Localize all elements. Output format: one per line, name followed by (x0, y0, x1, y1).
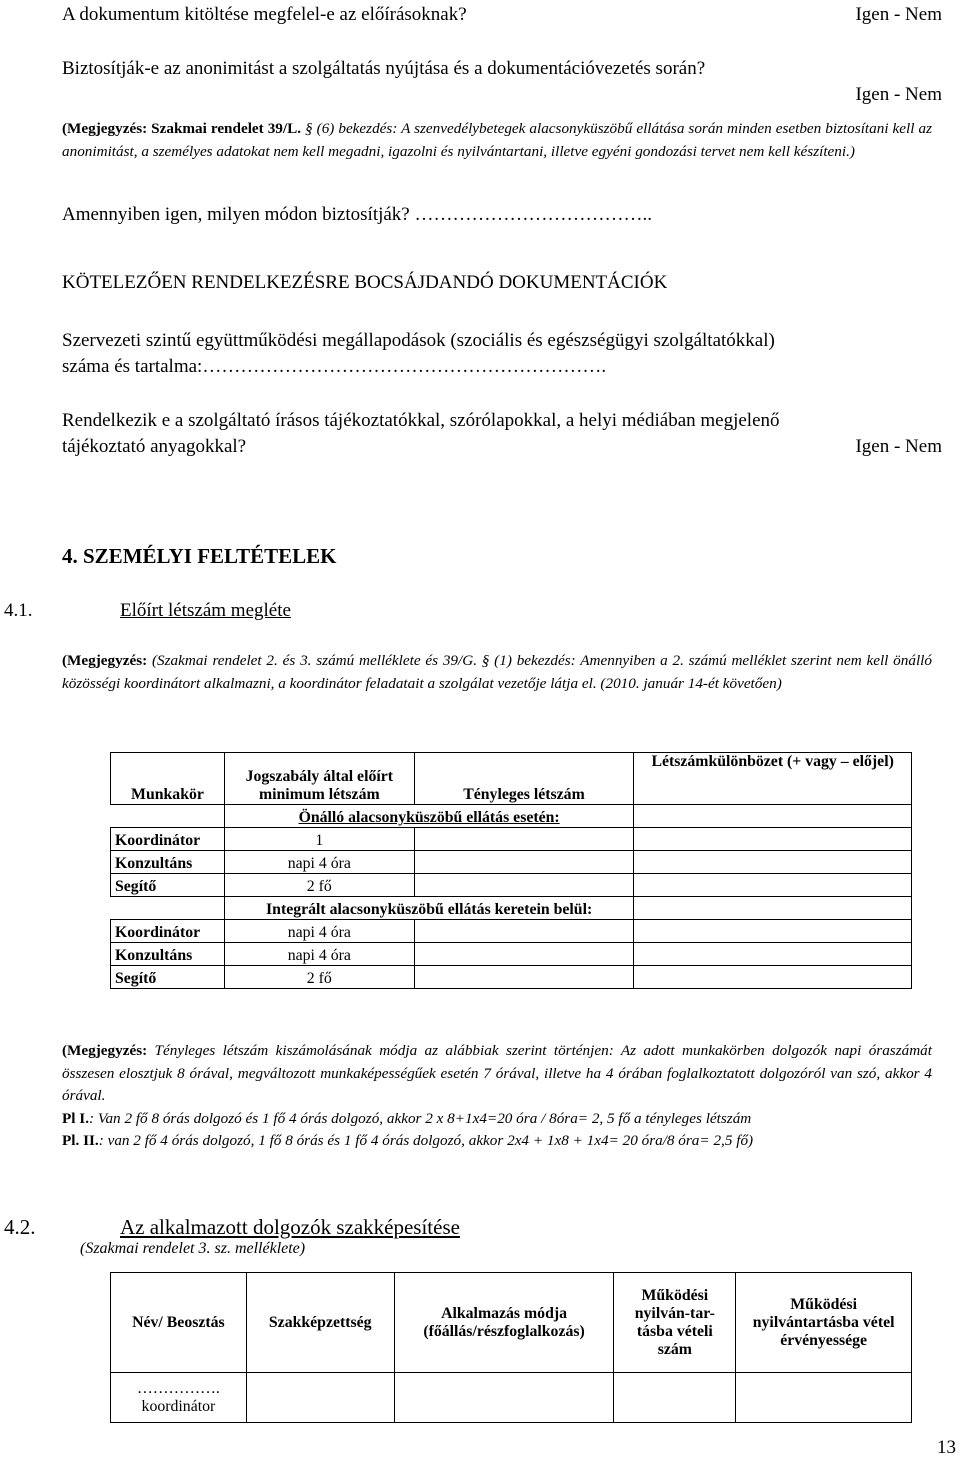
table-cell-empty (111, 805, 225, 828)
answer-yes-no[interactable]: Igen - Nem (855, 4, 942, 25)
note-staff (62, 650, 932, 695)
page-number: 13 (937, 1437, 956, 1458)
section-mandatory-docs: KÖTELEZŐEN RENDELKEZÉSRE BOCSÁJDANDÓ DOKUMENTÁCIÓK (62, 272, 668, 293)
answer-yes-no[interactable]: Igen - Nem (855, 84, 942, 105)
actual-staff-cell[interactable] (414, 920, 634, 943)
note-calculation (62, 1040, 932, 1153)
example-label: Pl I. (62, 1109, 90, 1127)
example-body: : van 2 fő 4 órás dolgozó, 1 fő 8 órás és 1 fő 4 órás dolgozó, akkor 2x4 + 1x8 + 1x4= 20 óra/8 óra= 2,5 fő) (98, 1132, 754, 1149)
subsection-number: 4.2. (4, 1215, 36, 1239)
staff-table (110, 752, 912, 989)
note-body: Tényleges létszám kiszámolásának módja az alábbiak szerint történjen: Az adott munkakörben dolgozók napi óraszámát összesen elosztjuk 8 órával, megváltozott munkaképességűek esetén 7 órával, illetve ha 4 órában foglalkoztatott dolgozóról van szó, akkor 4 órával. (62, 1042, 932, 1104)
min-staff-cell: 2 fő (224, 874, 414, 897)
role-cell: Segítő (111, 874, 225, 897)
name-cell[interactable]: ……………. koordinátor (111, 1373, 247, 1423)
col-header-actual-staff: Tényleges létszám (414, 753, 634, 805)
question-brochures-line1: Rendelkezik e a szolgáltató írásos tájékoztatókkal, szórólapokkal, a helyi médiában megjelenő (62, 410, 780, 431)
role-cell: Konzultáns (111, 943, 225, 966)
min-staff-cell: napi 4 óra (224, 851, 414, 874)
role-cell: Segítő (111, 966, 225, 989)
group-label-standalone: Önálló alacsonyküszöbű ellátás esetén: (224, 805, 633, 828)
actual-staff-cell[interactable] (414, 943, 634, 966)
table-row (111, 1373, 912, 1423)
table-cell-empty (634, 805, 912, 828)
col-header-name: Név/ Beosztás (111, 1273, 247, 1373)
note-label: (Megjegyzés: (62, 1042, 148, 1059)
qualification-table (110, 1272, 912, 1423)
table-row (111, 943, 912, 966)
role-cell: Koordinátor (111, 920, 225, 943)
question-anonymity: Biztosítják-e az anonimitást a szolgáltatás nyújtása és a dokumentációvezetés során? (62, 58, 706, 79)
question-document-compliance: A dokumentum kitöltése megfelel-e az előírásoknak? (62, 4, 467, 25)
col-header-qualification: Szakképzettség (246, 1273, 394, 1373)
subsection-title-text: Az alkalmazott dolgozók szakképesítése (120, 1215, 460, 1239)
role-cell: Konzultáns (111, 851, 225, 874)
question-how-ensured: Amennyiben igen, milyen módon biztosítják? ……………………………….. (62, 204, 652, 225)
difference-cell[interactable] (634, 966, 912, 989)
min-staff-cell: napi 4 óra (224, 920, 414, 943)
difference-cell[interactable] (634, 943, 912, 966)
qualification-cell[interactable] (246, 1373, 394, 1423)
registration-number-cell[interactable] (614, 1373, 736, 1423)
difference-cell[interactable] (634, 828, 912, 851)
subsection-reference: (Szakmai rendelet 3. sz. melléklete) (80, 1240, 306, 1257)
note-label: (Megjegyzés: Szakmai rendelet 39/L. (62, 120, 302, 137)
table-row (111, 851, 912, 874)
example-label: Pl. II. (62, 1132, 99, 1149)
question-agreements-line2: száma és tartalma:………………………………………………………. (62, 356, 607, 377)
difference-cell[interactable] (634, 874, 912, 897)
col-header-registration-validity: Működési nyilvántartásba vétel érvényessége (736, 1273, 912, 1373)
table-row (111, 874, 912, 897)
employment-type-cell[interactable] (394, 1373, 614, 1423)
min-staff-cell: 1 (224, 828, 414, 851)
actual-staff-cell[interactable] (414, 874, 634, 897)
col-header-employment-type: Alkalmazás módja (főállás/részfoglalkozás) (394, 1273, 614, 1373)
table-cell-empty (634, 897, 912, 920)
question-brochures-line2: tájékoztató anyagokkal? (62, 436, 247, 457)
note-body: (Szakmai rendelet 2. és 3. számú melléklete és 39/G. § (1) bekezdés: Amennyiben a 2. számú melléklet szerint nem kell önálló közösségi koordinátort alkalmazni, a koordinátor feladatait a szolgálat vezetője látja el. (2010. január 14-ét követően) (62, 652, 932, 692)
difference-cell[interactable] (634, 851, 912, 874)
subsection-title-text: Előírt létszám megléte (120, 600, 291, 621)
table-row (111, 966, 912, 989)
subsection-title (120, 600, 291, 622)
min-staff-cell: napi 4 óra (224, 943, 414, 966)
table-cell-empty (111, 897, 225, 920)
col-header-role: Munkakör (111, 753, 225, 805)
subsection-number: 4.1. (4, 600, 33, 621)
col-header-min-staff: Jogszabály által előírt minimum létszám (224, 753, 414, 805)
table-row (111, 920, 912, 943)
min-staff-cell: 2 fő (224, 966, 414, 989)
actual-staff-cell[interactable] (414, 828, 634, 851)
section-heading-staff: 4. SZEMÉLYI FELTÉTELEK (62, 544, 337, 568)
answer-yes-no[interactable]: Igen - Nem (855, 436, 942, 457)
difference-cell[interactable] (634, 920, 912, 943)
role-cell: Koordinátor (111, 828, 225, 851)
table-row (111, 828, 912, 851)
actual-staff-cell[interactable] (414, 966, 634, 989)
registration-validity-cell[interactable] (736, 1373, 912, 1423)
group-label-integrated: Integrált alacsonyküszöbű ellátás keretein belül: (224, 897, 633, 920)
actual-staff-cell[interactable] (414, 851, 634, 874)
col-header-difference: Létszámkülönbözet (+ vagy – előjel) (634, 753, 912, 805)
note-label: (Megjegyzés: (62, 652, 148, 669)
example-body: : Van 2 fő 8 órás dolgozó és 1 fő 4 órás dolgozó, akkor 2 x 8+1x4=20 óra / 8óra= 2, 5 fő a tényleges létszám (89, 1109, 752, 1127)
col-header-registration-number: Működési nyilván-tar-tásba vételi szám (614, 1273, 736, 1373)
note-body: § (6) bekezdés: A szenvedélybetegek alacsonyküszöbű ellátása során minden esetben biztosítani kell az anonimitást, a személyes adatokat nem kell megadni, igazolni és nyilvántartani, illetve egyéni gondozási tervet nem kell készíteni.) (62, 120, 932, 160)
question-agreements-line1: Szervezeti szintű együttműködési megállapodások (szociális és egészségügyi szolgáltatókkal) (62, 330, 775, 351)
subsection-title (120, 1215, 460, 1240)
note-anonymity (62, 118, 932, 163)
